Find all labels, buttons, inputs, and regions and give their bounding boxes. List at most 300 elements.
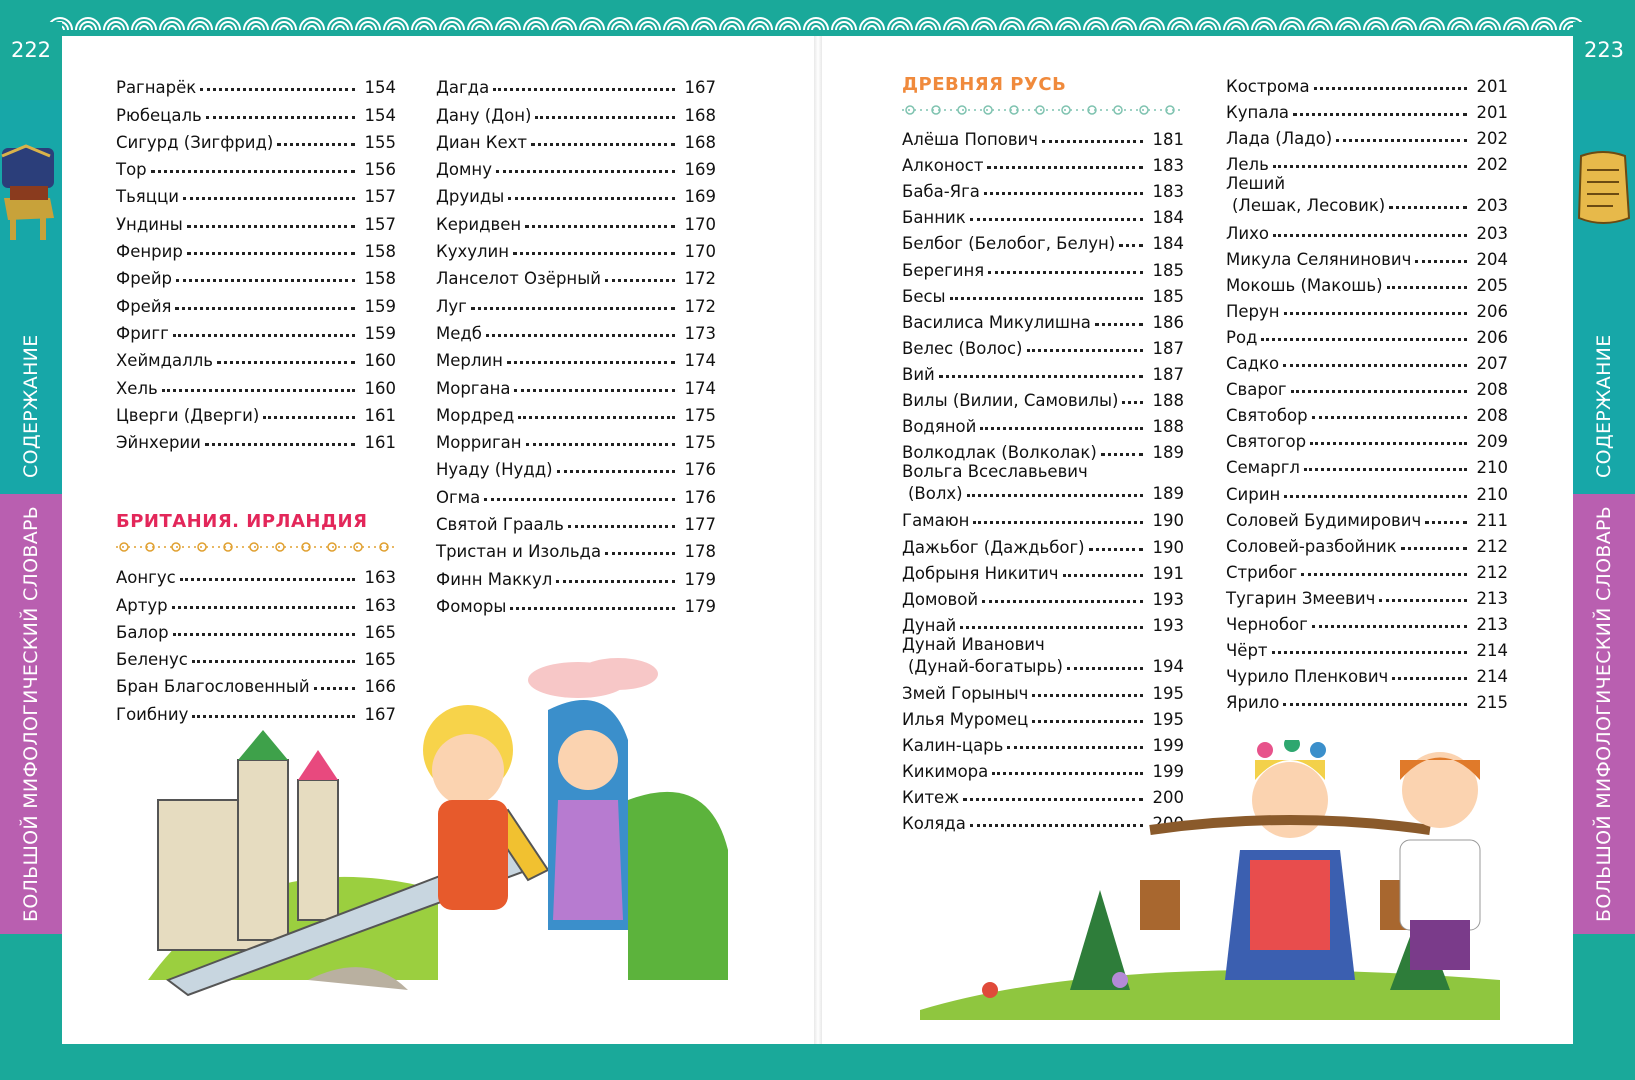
leader-dots bbox=[1387, 286, 1467, 289]
toc-entry-name: Вольга Всеславьевич bbox=[902, 462, 1088, 482]
toc-entry bbox=[436, 370, 716, 397]
toc-entry-name: Кухулин bbox=[436, 242, 510, 262]
leader-dots bbox=[1314, 87, 1467, 90]
leader-dots bbox=[980, 427, 1142, 430]
toc-entry-name: Финн Маккул bbox=[436, 569, 553, 589]
toc-entry bbox=[116, 97, 396, 124]
lamassu-icon bbox=[0, 138, 62, 258]
toc-entry bbox=[902, 677, 1184, 703]
toc-entry-page: 163 bbox=[364, 595, 396, 615]
leader-dots bbox=[151, 170, 355, 173]
toc-entry-page: 154 bbox=[364, 105, 396, 125]
toc-entry-name-continued: (Лешак, Лесовик) bbox=[1232, 196, 1386, 216]
toc-entry-name: Балор bbox=[116, 622, 169, 642]
toc-entry bbox=[1226, 556, 1508, 582]
toc-entry bbox=[1226, 660, 1508, 686]
toc-entry bbox=[902, 123, 1184, 149]
toc-entry-page: 208 bbox=[1476, 406, 1508, 426]
toc-entry bbox=[1226, 530, 1508, 556]
toc-entry-name-continued: (Волх) bbox=[908, 484, 963, 504]
leader-dots bbox=[970, 218, 1143, 221]
toc-entry bbox=[436, 561, 716, 588]
toc-entry-page: 194 bbox=[1152, 656, 1184, 676]
toc-entry-page: 175 bbox=[684, 405, 716, 425]
leader-dots bbox=[987, 166, 1142, 169]
toc-entry-name: Вий bbox=[902, 364, 935, 384]
left-sidebar-section-tab bbox=[0, 100, 62, 494]
illustration-slavic-children bbox=[920, 740, 1540, 1030]
toc-entry bbox=[1226, 399, 1508, 425]
leader-dots bbox=[172, 606, 355, 609]
toc-entry bbox=[902, 703, 1184, 729]
toc-entry-name: Микула Селянинович bbox=[1226, 249, 1412, 269]
leader-dots bbox=[1312, 416, 1467, 419]
toc-entry-name: Чернобог bbox=[1226, 614, 1308, 634]
toc-entry-page: 169 bbox=[684, 187, 716, 207]
toc-entry-page: 163 bbox=[364, 568, 396, 588]
toc-entry-name: Хель bbox=[116, 378, 158, 398]
toc-entry bbox=[1226, 634, 1508, 660]
leader-dots bbox=[1293, 113, 1466, 116]
leader-dots bbox=[508, 197, 674, 200]
toc-entry-page: 165 bbox=[364, 622, 396, 642]
toc-entry-name: Рагнарёк bbox=[116, 78, 197, 98]
toc-entry-page: 155 bbox=[364, 132, 396, 152]
leader-dots bbox=[187, 252, 355, 255]
toc-entry-page: 188 bbox=[1152, 391, 1184, 411]
toc-entry-name: Ланселот Озёрный bbox=[436, 269, 601, 289]
leader-dots bbox=[173, 334, 355, 337]
toc-entry-page: 202 bbox=[1476, 129, 1508, 149]
toc-entry-page: 160 bbox=[364, 351, 396, 371]
toc-entry-page: 157 bbox=[364, 214, 396, 234]
toc-entry-page: 215 bbox=[1476, 693, 1508, 713]
toc-entry-page: 213 bbox=[1476, 588, 1508, 608]
toc-entry bbox=[116, 179, 396, 206]
toc-entry-name: Хеймдалль bbox=[116, 351, 213, 371]
toc-entry-page: 173 bbox=[684, 323, 716, 343]
toc-entry-page: 168 bbox=[684, 105, 716, 125]
toc-entry-name: Перун bbox=[1226, 301, 1280, 321]
clay-tablet-icon bbox=[1573, 148, 1635, 238]
toc-entry-name: Алконост bbox=[902, 156, 984, 176]
toc-entry bbox=[116, 615, 396, 642]
toc-entry-name: Лель bbox=[1226, 155, 1269, 175]
toc-entry-page: 167 bbox=[364, 704, 396, 724]
toc-entry-name: Керидвен bbox=[436, 214, 522, 234]
toc-entry-name: Тор bbox=[116, 160, 147, 180]
toc-entry bbox=[902, 358, 1184, 384]
toc-entry-name: Кикимора bbox=[902, 762, 989, 782]
toc-entry-page: 203 bbox=[1476, 223, 1508, 243]
toc-entry-name: Фрейя bbox=[116, 296, 172, 316]
toc-entry-name: Василиса Микулишна bbox=[902, 312, 1091, 332]
toc-entry-page: 213 bbox=[1476, 614, 1508, 634]
leader-dots bbox=[1392, 677, 1466, 680]
toc-entry-page: 195 bbox=[1152, 683, 1184, 703]
toc-entry-name: Фрейр bbox=[116, 269, 173, 289]
left-page-number: 222 bbox=[0, 22, 62, 78]
toc-entry-name: Фенрир bbox=[116, 242, 183, 262]
leader-dots bbox=[513, 252, 674, 255]
leader-dots bbox=[1425, 521, 1466, 524]
leader-dots bbox=[1283, 364, 1466, 367]
toc-entry-page: 159 bbox=[364, 323, 396, 343]
toc-entry bbox=[116, 587, 396, 614]
toc-entry bbox=[902, 227, 1184, 253]
toc-entry bbox=[436, 479, 716, 506]
left-side-book-title: БОЛЬШОЙ МИФОЛОГИЧЕСКИЙ СЛОВАРЬ bbox=[20, 505, 42, 922]
toc-entry-page: 159 bbox=[364, 296, 396, 316]
toc-entry-name: Соловей Будимирович bbox=[1226, 510, 1422, 530]
toc-entry-name: Беленус bbox=[116, 650, 188, 670]
toc-entry-name: Стрибог bbox=[1226, 562, 1298, 582]
toc-entry bbox=[902, 201, 1184, 227]
toc-entry-name: Диан Кехт bbox=[436, 132, 527, 152]
right-side-section-label: СОДЕРЖАНИЕ bbox=[1593, 334, 1615, 478]
leader-dots bbox=[526, 443, 675, 446]
leader-dots bbox=[1379, 599, 1466, 602]
toc-entry-page: 170 bbox=[684, 214, 716, 234]
leader-dots bbox=[973, 521, 1142, 524]
toc-entry-page: 190 bbox=[1152, 511, 1184, 531]
toc-entry-page: 161 bbox=[364, 433, 396, 453]
toc-entry-page: 176 bbox=[684, 460, 716, 480]
leader-dots bbox=[1389, 206, 1466, 209]
leader-dots bbox=[1401, 547, 1467, 550]
toc-entry-page: 199 bbox=[1152, 762, 1184, 782]
toc-entry-name: Гамаюн bbox=[902, 511, 970, 531]
leader-dots bbox=[187, 225, 355, 228]
leader-dots bbox=[200, 88, 354, 91]
toc-entry-name: Волкодлак (Волколак) bbox=[902, 443, 1097, 463]
toc-entry-name: Китеж bbox=[902, 788, 960, 808]
toc-entry-page: 161 bbox=[364, 405, 396, 425]
left-page-column-2 bbox=[436, 70, 716, 616]
toc-entry-name: Святой Грааль bbox=[436, 515, 564, 535]
section-ornament-rus bbox=[902, 104, 1184, 116]
toc-entry bbox=[902, 462, 1184, 503]
toc-entry bbox=[902, 175, 1184, 201]
section-title-britain: БРИТАНИЯ. ИРЛАНДИЯ bbox=[116, 511, 368, 532]
leader-dots bbox=[1261, 338, 1466, 341]
leader-dots bbox=[514, 389, 674, 392]
leader-dots bbox=[1032, 720, 1142, 723]
toc-entry-page: 191 bbox=[1152, 563, 1184, 583]
leader-dots bbox=[1273, 165, 1467, 168]
right-sidebar-title-tab bbox=[1573, 494, 1635, 934]
toc-entry-page: 170 bbox=[684, 242, 716, 262]
toc-entry-name: Фригг bbox=[116, 323, 169, 343]
leader-dots bbox=[1119, 244, 1142, 247]
toc-entry-name: Медб bbox=[436, 323, 482, 343]
toc-entry bbox=[1226, 347, 1508, 373]
toc-entry bbox=[902, 410, 1184, 436]
leader-dots bbox=[1304, 468, 1467, 471]
leader-dots bbox=[1063, 574, 1143, 577]
leader-dots bbox=[1336, 139, 1466, 142]
toc-entry-page: 183 bbox=[1152, 156, 1184, 176]
toc-entry bbox=[1226, 425, 1508, 451]
leader-dots bbox=[1415, 260, 1466, 263]
toc-entry-page: 206 bbox=[1476, 301, 1508, 321]
toc-entry-page: 187 bbox=[1152, 364, 1184, 384]
toc-entry bbox=[436, 452, 716, 479]
leader-dots bbox=[939, 375, 1143, 378]
toc-entry-name: Чурило Пленкович bbox=[1226, 667, 1389, 687]
toc-entry-page: 214 bbox=[1476, 641, 1508, 661]
right-page-column-2 bbox=[1226, 70, 1508, 712]
toc-entry-page: 172 bbox=[684, 296, 716, 316]
toc-entry bbox=[1226, 295, 1508, 321]
toc-entry bbox=[436, 288, 716, 315]
leader-dots bbox=[535, 116, 674, 119]
left-side-section-label: СОДЕРЖАНИЕ bbox=[20, 334, 42, 478]
toc-entry-page: 158 bbox=[364, 242, 396, 262]
leader-dots bbox=[1095, 323, 1143, 326]
toc-entry-name: Мерлин bbox=[436, 351, 503, 371]
toc-entry-name: Лихо bbox=[1226, 223, 1269, 243]
toc-entry-name: Леший bbox=[1226, 174, 1286, 194]
toc-entry-page: 201 bbox=[1476, 103, 1508, 123]
toc-entry-page: 190 bbox=[1152, 537, 1184, 557]
toc-entry-name: Мокошь (Макошь) bbox=[1226, 275, 1383, 295]
leader-dots bbox=[471, 307, 675, 310]
toc-entry bbox=[116, 288, 396, 315]
toc-entry-page: 214 bbox=[1476, 667, 1508, 687]
toc-entry-page: 175 bbox=[684, 433, 716, 453]
toc-entry bbox=[902, 384, 1184, 410]
leader-dots bbox=[1067, 667, 1143, 670]
leader-dots bbox=[1291, 390, 1467, 393]
top-decorative-border bbox=[0, 0, 1635, 36]
leader-dots bbox=[960, 626, 1142, 629]
leader-dots bbox=[1310, 442, 1466, 445]
toc-entry-name: Кострома bbox=[1226, 77, 1310, 97]
toc-entry-page: 183 bbox=[1152, 182, 1184, 202]
toc-entry bbox=[902, 253, 1184, 279]
toc-entry-page: 207 bbox=[1476, 354, 1508, 374]
toc-entry-name: Велес (Волос) bbox=[902, 338, 1023, 358]
toc-entry bbox=[1226, 321, 1508, 347]
leader-dots bbox=[1042, 140, 1142, 143]
left-page-column-1 bbox=[116, 70, 396, 452]
toc-entry-name: Огма bbox=[436, 487, 481, 507]
section-ornament-britain bbox=[116, 541, 396, 553]
toc-entry bbox=[436, 398, 716, 425]
toc-entry-name: Тьяцци bbox=[116, 187, 179, 207]
toc-entry-name: Эйнхерии bbox=[116, 433, 201, 453]
leader-dots bbox=[510, 607, 674, 610]
toc-entry bbox=[1226, 243, 1508, 269]
toc-entry-page: 201 bbox=[1476, 77, 1508, 97]
toc-entry-page: 156 bbox=[364, 160, 396, 180]
toc-entry-name: Фоморы bbox=[436, 596, 507, 616]
toc-entry bbox=[902, 436, 1184, 462]
bottom-decorative-border bbox=[0, 1040, 1635, 1080]
toc-entry-page: 174 bbox=[684, 351, 716, 371]
toc-entry-page: 174 bbox=[684, 378, 716, 398]
toc-entry-name: Дунай bbox=[902, 615, 957, 635]
leader-dots bbox=[556, 580, 674, 583]
leader-dots bbox=[984, 192, 1143, 195]
leader-dots bbox=[518, 416, 674, 419]
toc-entry-name: Друиды bbox=[436, 187, 505, 207]
scallop-pattern bbox=[0, 0, 1635, 36]
toc-entry-page: 195 bbox=[1152, 710, 1184, 730]
toc-entry-page: 208 bbox=[1476, 380, 1508, 400]
toc-entry-page: 167 bbox=[684, 78, 716, 98]
leader-dots bbox=[605, 552, 674, 555]
toc-entry bbox=[116, 316, 396, 343]
toc-entry-page: 186 bbox=[1152, 312, 1184, 332]
leader-dots bbox=[1101, 453, 1143, 456]
toc-entry-page: 179 bbox=[684, 596, 716, 616]
toc-entry bbox=[436, 179, 716, 206]
toc-entry-name: Алёша Попович bbox=[902, 130, 1039, 150]
toc-entry bbox=[116, 125, 396, 152]
toc-entry-name: Белбог (Белобог, Белун) bbox=[902, 234, 1116, 254]
leader-dots bbox=[493, 88, 674, 91]
leader-dots bbox=[1027, 349, 1143, 352]
toc-entry bbox=[116, 425, 396, 452]
toc-entry-name: Тристан и Изольда bbox=[436, 542, 602, 562]
toc-entry-name: Сварог bbox=[1226, 380, 1287, 400]
leader-dots bbox=[180, 578, 355, 581]
toc-entry bbox=[116, 370, 396, 397]
toc-entry bbox=[116, 261, 396, 288]
toc-entry-name: Святогор bbox=[1226, 432, 1307, 452]
illustration-sword-in-stone bbox=[108, 650, 738, 1030]
toc-entry-name: Ярило bbox=[1226, 693, 1280, 713]
toc-entry bbox=[1226, 216, 1508, 242]
toc-entry bbox=[116, 70, 396, 97]
toc-entry-name: Семаргл bbox=[1226, 458, 1300, 478]
toc-entry-page: 202 bbox=[1476, 155, 1508, 175]
toc-entry-name: Калин-царь bbox=[902, 736, 1004, 756]
leader-dots bbox=[1272, 651, 1467, 654]
toc-entry-name: Род bbox=[1226, 327, 1258, 347]
leader-dots bbox=[175, 307, 354, 310]
toc-entry-page: 181 bbox=[1152, 130, 1184, 150]
book-spine bbox=[814, 36, 822, 1044]
leader-dots bbox=[568, 525, 675, 528]
toc-entry-page: 166 bbox=[364, 677, 396, 697]
leader-dots bbox=[1032, 694, 1142, 697]
leader-dots bbox=[1273, 234, 1467, 237]
leader-dots bbox=[967, 494, 1143, 497]
toc-entry bbox=[436, 316, 716, 343]
leader-dots bbox=[205, 443, 355, 446]
toc-entry-name: Коляда bbox=[902, 814, 966, 834]
toc-entry-name: Тугарин Змеевич bbox=[1226, 588, 1376, 608]
toc-entry bbox=[116, 206, 396, 233]
toc-entry-name: Святобор bbox=[1226, 406, 1308, 426]
toc-entry-page: 177 bbox=[684, 515, 716, 535]
leader-dots bbox=[263, 416, 354, 419]
toc-entry-page: 193 bbox=[1152, 589, 1184, 609]
toc-entry-page: 203 bbox=[1476, 196, 1508, 216]
toc-entry bbox=[436, 507, 716, 534]
toc-entry bbox=[1226, 504, 1508, 530]
leader-dots bbox=[486, 334, 675, 337]
toc-entry bbox=[1226, 451, 1508, 477]
right-sidebar-section-tab bbox=[1573, 100, 1635, 494]
toc-entry-page: 206 bbox=[1476, 327, 1508, 347]
toc-entry bbox=[436, 343, 716, 370]
toc-entry-name: Цверги (Дверги) bbox=[116, 405, 260, 425]
leader-dots bbox=[950, 297, 1143, 300]
leader-dots bbox=[496, 170, 675, 173]
toc-entry bbox=[436, 234, 716, 261]
toc-entry-page: 210 bbox=[1476, 484, 1508, 504]
toc-entry-name: Илья Муромец bbox=[902, 710, 1029, 730]
leader-dots bbox=[531, 143, 675, 146]
toc-entry-name: Дану (Дон) bbox=[436, 105, 532, 125]
toc-entry-page: 211 bbox=[1476, 510, 1508, 530]
toc-entry-page: 176 bbox=[684, 487, 716, 507]
toc-entry-page: 193 bbox=[1152, 615, 1184, 635]
toc-entry bbox=[1226, 96, 1508, 122]
leader-dots bbox=[1283, 703, 1466, 706]
toc-entry-page: 185 bbox=[1152, 286, 1184, 306]
toc-entry-name: Луг bbox=[436, 296, 467, 316]
right-page-number: 223 bbox=[1573, 22, 1635, 78]
leader-dots bbox=[1284, 495, 1466, 498]
toc-entry-page: 212 bbox=[1476, 562, 1508, 582]
toc-entry-page: 187 bbox=[1152, 338, 1184, 358]
leader-dots bbox=[1312, 625, 1467, 628]
toc-entry bbox=[902, 609, 1184, 635]
toc-entry bbox=[116, 152, 396, 179]
toc-entry-name: Берегиня bbox=[902, 260, 985, 280]
toc-entry-page: 158 bbox=[364, 269, 396, 289]
toc-entry-page: 209 bbox=[1476, 432, 1508, 452]
leader-dots bbox=[1089, 548, 1143, 551]
toc-entry-page: 189 bbox=[1152, 484, 1184, 504]
toc-entry bbox=[436, 206, 716, 233]
leader-dots bbox=[162, 389, 355, 392]
right-side-book-title: БОЛЬШОЙ МИФОЛОГИЧЕСКИЙ СЛОВАРЬ bbox=[1593, 505, 1615, 922]
toc-entry bbox=[902, 280, 1184, 306]
toc-entry-page: 210 bbox=[1476, 458, 1508, 478]
toc-entry bbox=[902, 504, 1184, 530]
toc-entry bbox=[1226, 122, 1508, 148]
toc-entry-page: 179 bbox=[684, 569, 716, 589]
leader-dots bbox=[988, 271, 1142, 274]
toc-entry bbox=[436, 589, 716, 616]
toc-entry bbox=[436, 261, 716, 288]
toc-entry-name: Баба-Яга bbox=[902, 182, 980, 202]
toc-entry-page: 185 bbox=[1152, 260, 1184, 280]
toc-entry-name: Рюбецаль bbox=[116, 105, 202, 125]
toc-entry-page: 160 bbox=[364, 378, 396, 398]
toc-entry-name: Домовой bbox=[902, 589, 979, 609]
toc-entry bbox=[116, 343, 396, 370]
leader-dots bbox=[176, 279, 354, 282]
leader-dots bbox=[982, 600, 1142, 603]
leader-dots bbox=[183, 197, 355, 200]
toc-entry-page: 172 bbox=[684, 269, 716, 289]
toc-entry bbox=[902, 530, 1184, 556]
toc-entry-page: 204 bbox=[1476, 249, 1508, 269]
toc-entry-name: Банник bbox=[902, 208, 966, 228]
toc-entry-name: Бран Благословенный bbox=[116, 677, 310, 697]
toc-entry-name: Ундины bbox=[116, 214, 183, 234]
section-title-ancient-rus: ДРЕВНЯЯ РУСЬ bbox=[902, 74, 1067, 95]
toc-entry bbox=[1226, 582, 1508, 608]
toc-entry bbox=[116, 234, 396, 261]
